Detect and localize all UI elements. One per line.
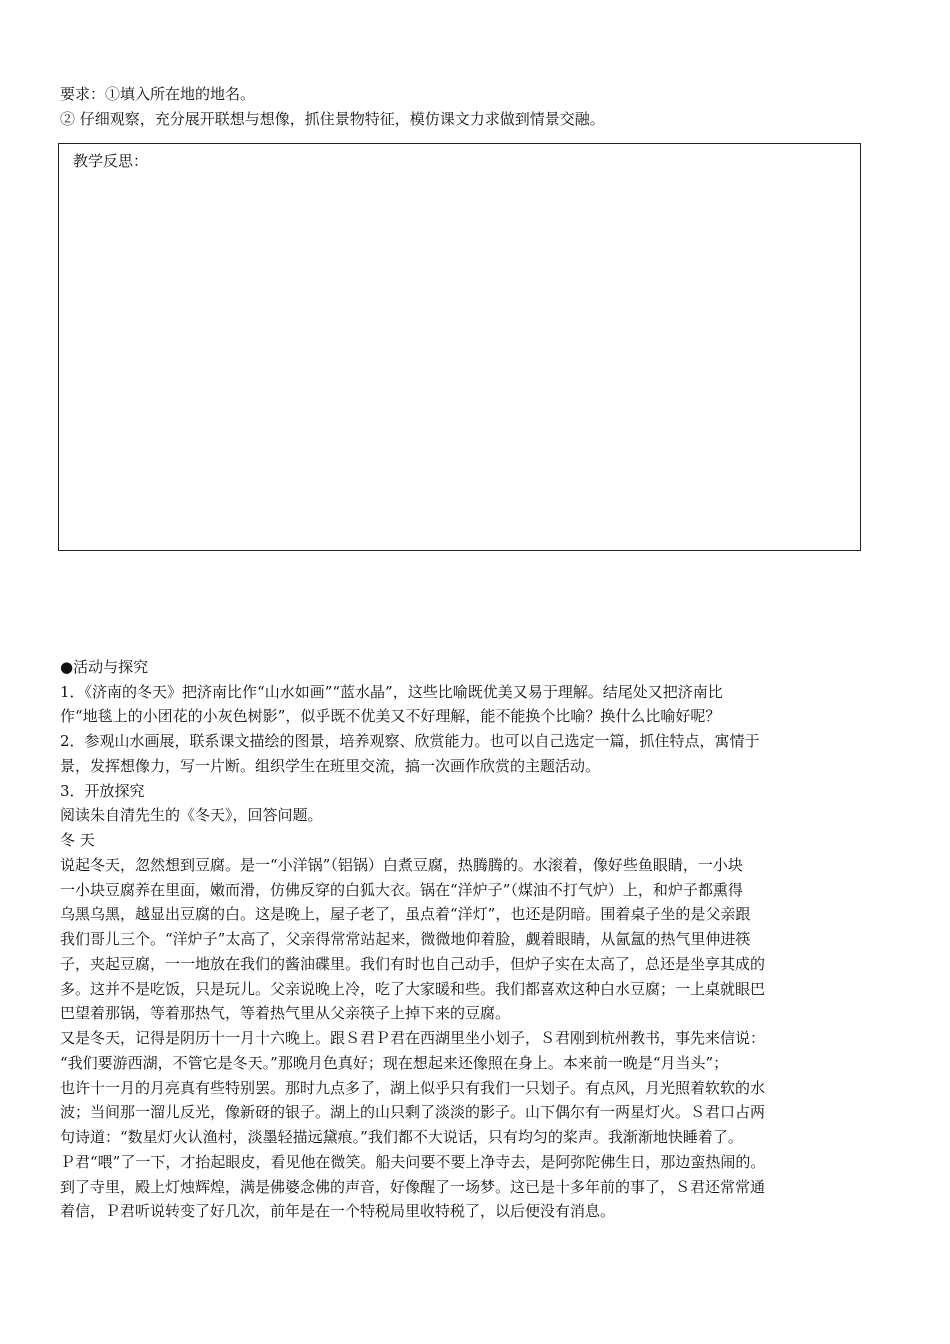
requirement-line-2: ② 仔细观察，充分展开联想与想像，抓住景物特征，模仿课文力求做到情景交融。 [60, 110, 605, 128]
reflection-label: 教学反思： [73, 152, 149, 170]
essay-p2-line: 也许十一月的月亮真有些特别罢。那时九点多了，湖上似乎只有我们一只划子。有点风，月光照着软软的水 [60, 1079, 766, 1097]
essay-p1-line: 多。这并不是吃饭，只是玩儿。父亲说晚上冷，吃了大家暖和些。我们都喜欢这种白水豆腐；一上桌就眼巴 [60, 980, 766, 998]
requirement-line-1: 要求：①填入所在地的地名。 [60, 85, 256, 103]
essay-p2-line: 句诗道：“数星灯火认渔村，淡墨轻描远黛痕。”我们都不大说话，只有均匀的桨声。我渐渐地快睡着了。 [60, 1128, 743, 1146]
essay-p1-line: 子，夹起豆腐，一一地放在我们的酱油碟里。我们有时也自己动手，但炉子实在太高了，总还是坐享其成的 [60, 955, 766, 973]
essay-p2-line: 到了寺里，殿上灯烛辉煌，满是佛婆念佛的声音，好像醒了一场梦。这已是十多年前的事了，Ｓ君还常常通 [60, 1178, 766, 1196]
activity-heading: ●活动与探究 [60, 658, 149, 676]
question-2-line-2: 景，发挥想像力，写一片断。组织学生在班里交流，搞一次画作欣赏的主题活动。 [60, 757, 601, 775]
question-2-line-1: 2．参观山水画展，联系课文描绘的图景，培养观察、欣赏能力。也可以自己选定一篇，抓住特点，寓情于 [60, 732, 760, 750]
essay-title: 冬 天 [60, 831, 95, 849]
essay-p1-line: 我们哥儿三个。“洋炉子”太高了，父亲得常常站起来，微微地仰着脸，觑着眼睛，从氤氲的热气里伸进筷 [60, 930, 751, 948]
essay-p2-line: Ｐ君“喂”了一下，才抬起眼皮，看见他在微笑。船夫问要不要上净寺去，是阿弥陀佛生日，那边蛮热闹的。 [60, 1153, 766, 1171]
question-1-line-1: 1．《济南的冬天》把济南比作“山水如画”“蓝水晶”，这些比喻既优美又易于理解。结尾处又把济南比 [60, 683, 723, 701]
essay-p1-line: 巴望着那锅，等着那热气，等着热气里从父亲筷子上掉下来的豆腐。 [60, 1004, 511, 1022]
question-1-line-2: 作“地毯上的小团花的小灰色树影”，似乎既不优美又不好理解，能不能换个比喻？换什么比喻好呢？ [60, 707, 721, 725]
essay-p1-line: 乌黑乌黑，越显出豆腐的白。这是晚上，屋子老了，虽点着“洋灯”，也还是阴暗。围着桌子坐的是父亲跟 [60, 905, 751, 923]
essay-p2-line: 着信，Ｐ君听说转变了好几次，前年是在一个特税局里收特税了，以后便没有消息。 [60, 1202, 616, 1220]
reading-intro: 阅读朱自清先生的《冬天》，回答问题。 [60, 806, 323, 824]
essay-p2-line: 波；当间那一溜儿反光，像新砑的银子。湖上的山只剩了淡淡的影子。山下偶尔有一两星灯火。Ｓ君口占两 [60, 1103, 766, 1121]
essay-p2-line: 又是冬天，记得是阴历十一月十六晚上。跟Ｓ君Ｐ君在西湖里坐小划子，Ｓ君刚到杭州教书，事先来信说： [60, 1029, 766, 1047]
essay-p1-line: 一小块豆腐养在里面，嫩而滑，仿佛反穿的白狐大衣。锅在“洋炉子”（煤油不打气炉）上，和炉子都熏得 [60, 881, 743, 899]
essay-p1-line: 说起冬天，忽然想到豆腐。是一“小洋锅”（铝锅）白煮豆腐，热腾腾的。水滚着，像好些鱼眼睛，一小块 [60, 856, 743, 874]
essay-p2-line: “我们要游西湖，不管它是冬天。”那晚月色真好；现在想起来还像照在身上。本来前一晚是“月当头”； [60, 1054, 729, 1072]
question-3: 3．开放探究 [60, 782, 145, 800]
reflection-box [58, 143, 861, 551]
